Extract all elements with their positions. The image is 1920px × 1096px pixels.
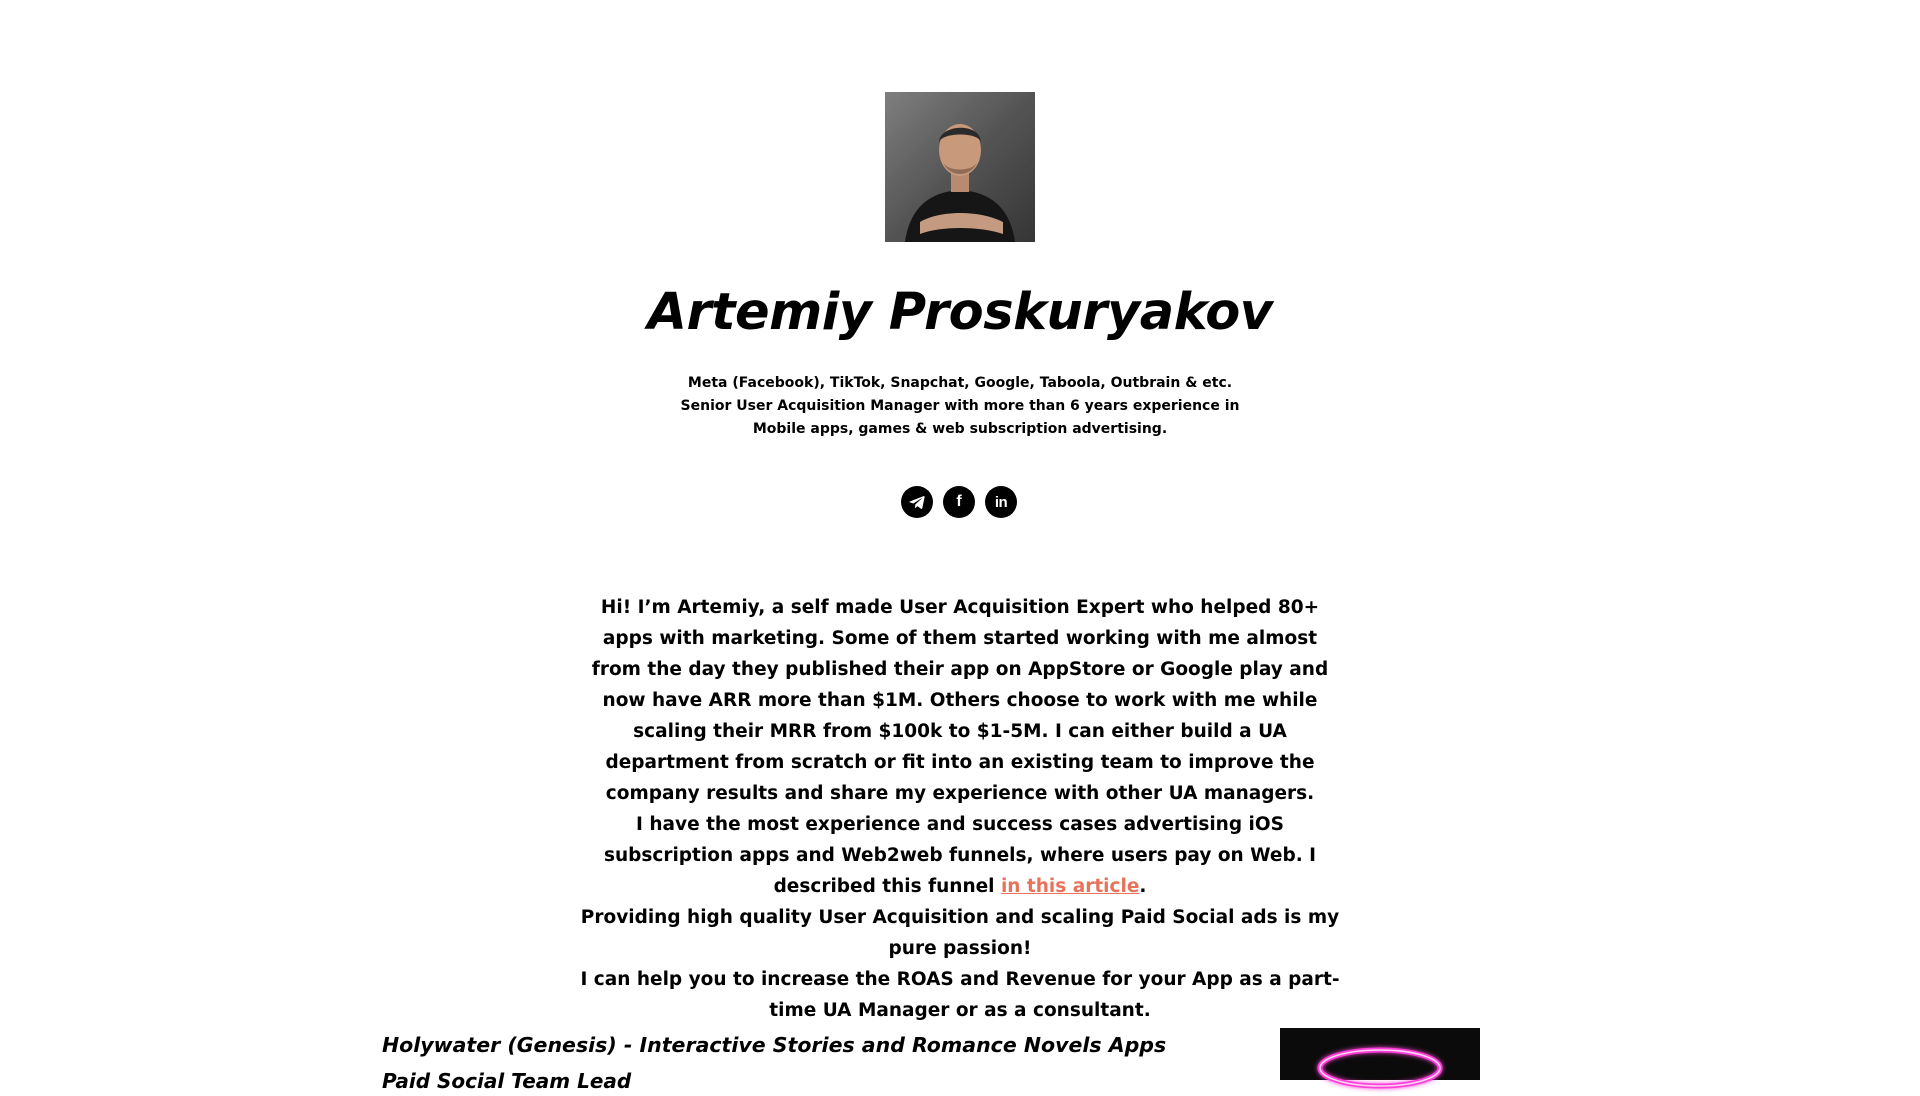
- telegram-link[interactable]: [901, 486, 933, 518]
- telegram-icon: [908, 493, 926, 511]
- bio-text: [578, 592, 1342, 1026]
- project-role: Paid Social Team Lead: [382, 1069, 632, 1093]
- project-image: [1280, 1028, 1480, 1080]
- facebook-icon: f: [956, 493, 962, 510]
- linkedin-link[interactable]: [985, 486, 1017, 518]
- bio-paragraph-passion: Providing high quality User Acquisition and scaling Paid Social ads is my pure passion!: [580, 907, 1340, 959]
- project-title: Holywater (Genesis) - Interactive Stories and Romance Novels Apps: [382, 1033, 1167, 1057]
- bio-paragraph-offer: I can help you to increase the ROAS and Revenue for your App as a part-time UA Manager or as a consultant.: [580, 969, 1340, 1021]
- bio-paragraph-intro: Hi! I’m Artemiy, a self made User Acquisition Expert who helped 80+ apps with marketing. Some of them started working with me almost from the day they published their app on AppStore or Google play and now have ARR more than $1M. Others choose to work with me while scaling their MRR from $100k to $1-5M. I can either build a UA department from scratch or fit into an existing team to improve the company results and share my experience with other UA managers.: [591, 597, 1329, 804]
- social-links: [901, 486, 1017, 518]
- profile-name: Artemiy Proskuryakov: [647, 283, 1273, 342]
- profile-avatar: [885, 92, 1035, 242]
- bio-paragraph-experience: I have the most experience and success cases advertising iOS subscription apps and Web2web funnels, where users pay on Web. I described this funnel in this article.: [603, 814, 1317, 897]
- facebook-link[interactable]: [943, 486, 975, 518]
- article-link[interactable]: in this article: [1000, 876, 1140, 897]
- profile-tagline: Meta (Facebook), TikTok, Snapchat, Google, Taboola, Outbrain & etc. Senior User Acquisition Manager with more than 6 years experience in Mobile apps, games & web subscription advertising.: [680, 375, 1240, 437]
- linkedin-icon: in: [994, 493, 1008, 511]
